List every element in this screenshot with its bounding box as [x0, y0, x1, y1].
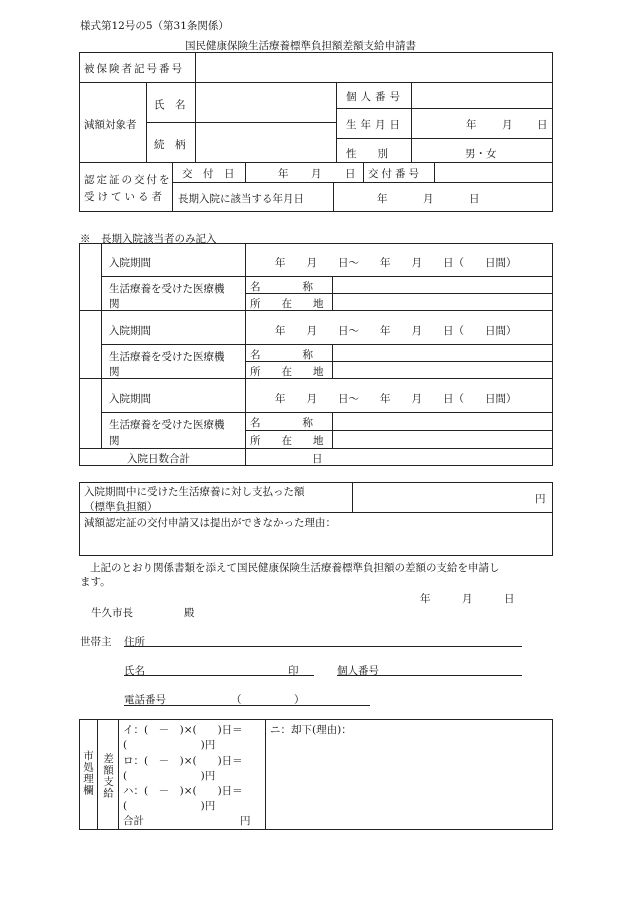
stay1-facility-address-label: 所 在 地: [250, 298, 324, 310]
birth-month-unit: 月: [502, 119, 513, 131]
target-my-number-field[interactable]: [413, 84, 551, 106]
long-term-note: ※ 長期入院該当者のみ記入: [80, 233, 217, 245]
stay3-facility-address-label: 所 在 地: [250, 435, 324, 447]
declaration-text: 上記のとおり関係書類を添えて国民健康保険生活療養標準負担額の差額の支給を申請し: [90, 562, 500, 574]
long-term-month-unit: 月: [423, 193, 434, 205]
rejection-label: ニ：却下(理由)：: [270, 724, 352, 736]
target-name-field[interactable]: [197, 85, 334, 120]
paid-amount-field[interactable]: [355, 485, 530, 509]
form-title: 国民健康保険生活療養標準負担額差額支給申請書: [185, 40, 416, 52]
stay2-period-value[interactable]: 年 月 日～ 年 月 日（ 日間）: [275, 325, 517, 337]
insured-number-field[interactable]: [196, 55, 550, 79]
phone-field[interactable]: [124, 705, 370, 706]
reason-field[interactable]: [82, 530, 550, 554]
phone-area-code[interactable]: （ ）: [231, 694, 305, 706]
cert-label-1: 認定証の交付を: [84, 174, 172, 186]
long-term-label: 長期入院に該当する年月日: [178, 193, 304, 205]
difference-payment-label: 差額支給: [102, 753, 114, 799]
householder-my-number-label: 個人番号: [337, 665, 379, 677]
reason-label: 減額認定証の交付申請又は提出ができなかった理由：: [84, 517, 336, 529]
insured-number-label: 被保険者記号番号: [84, 63, 184, 75]
mayor-label: 牛久市長: [91, 607, 133, 619]
stay1-period-value[interactable]: 年 月 日～ 年 月 日（ 日間）: [275, 257, 517, 269]
householder-name-field[interactable]: [124, 675, 314, 676]
stay3-period-label: 入院期間: [109, 393, 151, 405]
form-number: 様式第12号の5（第31条関係）: [80, 20, 229, 32]
name-label: 氏 名: [154, 99, 186, 111]
stay2-facility-label: 生活療養を受けた医療機: [109, 351, 225, 363]
birth-date-label: 生年月日: [346, 119, 404, 131]
stay2-facility-name-label: 名 称: [250, 349, 313, 361]
stay3-facility-label: 生活療養を受けた医療機: [109, 419, 225, 431]
calc-i: イ：( － )×( )日＝: [123, 724, 243, 736]
stay1-facility-name-label: 名 称: [250, 281, 313, 293]
relation-label: 続 柄: [154, 139, 186, 151]
householder-my-number-field[interactable]: [337, 675, 522, 676]
application-date[interactable]: 年 月 日: [420, 593, 515, 605]
calc-ro-yen: ( )円: [123, 770, 216, 782]
birth-year-unit: 年: [466, 119, 477, 131]
stay1-period-label: 入院期間: [109, 257, 151, 269]
birth-day-unit: 日: [537, 119, 548, 131]
phone-label: 電話番号: [124, 694, 166, 706]
householder-name-label: 氏名: [124, 665, 145, 677]
stay2-facility-label-2: 関: [109, 366, 120, 378]
issue-year-unit: 年: [278, 168, 289, 180]
paid-amount-yen: 円: [535, 493, 546, 505]
householder-label: 世帯主: [80, 636, 112, 648]
total-days-unit: 日: [312, 453, 323, 465]
seal-mark: 印: [288, 665, 299, 677]
calc-i-yen: ( )円: [123, 739, 216, 751]
stay1-facility-label: 生活療養を受けた医療機: [109, 283, 225, 295]
paid-amount-label-2: （標準負担額）: [84, 501, 158, 513]
calc-total-label: 合計: [123, 815, 144, 827]
stay3-facility-name-label: 名 称: [250, 417, 313, 429]
address-field[interactable]: [124, 646, 522, 647]
stay2-period-label: 入院期間: [109, 325, 151, 337]
paid-amount-label: 入院期間中に受けた生活療養に対し支払った額: [84, 486, 305, 498]
office-use-label: 市処理欄: [82, 750, 94, 796]
relation-field[interactable]: [197, 125, 334, 160]
target-label: 減額対象者: [84, 119, 137, 131]
issue-number-label: 交付番号: [368, 168, 422, 180]
issue-number-field[interactable]: [436, 164, 551, 181]
long-term-year-unit: 年: [377, 193, 388, 205]
declaration-text-2: ます。: [80, 576, 111, 588]
sex-choice[interactable]: 男・女: [465, 148, 497, 160]
sex-label: 性 別: [346, 148, 388, 160]
issue-day-unit: 日: [345, 168, 356, 180]
calc-ha: ハ：( － )×( )日＝: [123, 785, 243, 797]
honorific: 殿: [184, 607, 195, 619]
stay3-period-value[interactable]: 年 月 日～ 年 月 日（ 日間）: [275, 393, 517, 405]
my-number-label: 個人番号: [346, 91, 404, 103]
issue-month-unit: 月: [311, 168, 322, 180]
cert-label-2: 受けている者: [84, 191, 165, 203]
issue-date-label: 交 付 日: [182, 168, 235, 180]
stay2-facility-address-label: 所 在 地: [250, 366, 324, 378]
stay1-facility-label-2: 関: [109, 298, 120, 310]
address-label: 住所: [124, 636, 145, 648]
long-term-day-unit: 日: [469, 193, 480, 205]
calc-ro: ロ：( － )×( )日＝: [123, 755, 243, 767]
stay3-facility-label-2: 関: [109, 435, 120, 447]
total-days-label: 入院日数合計: [127, 453, 190, 465]
calc-total-yen: 円: [240, 815, 251, 827]
calc-ha-yen: ( )円: [123, 800, 216, 812]
